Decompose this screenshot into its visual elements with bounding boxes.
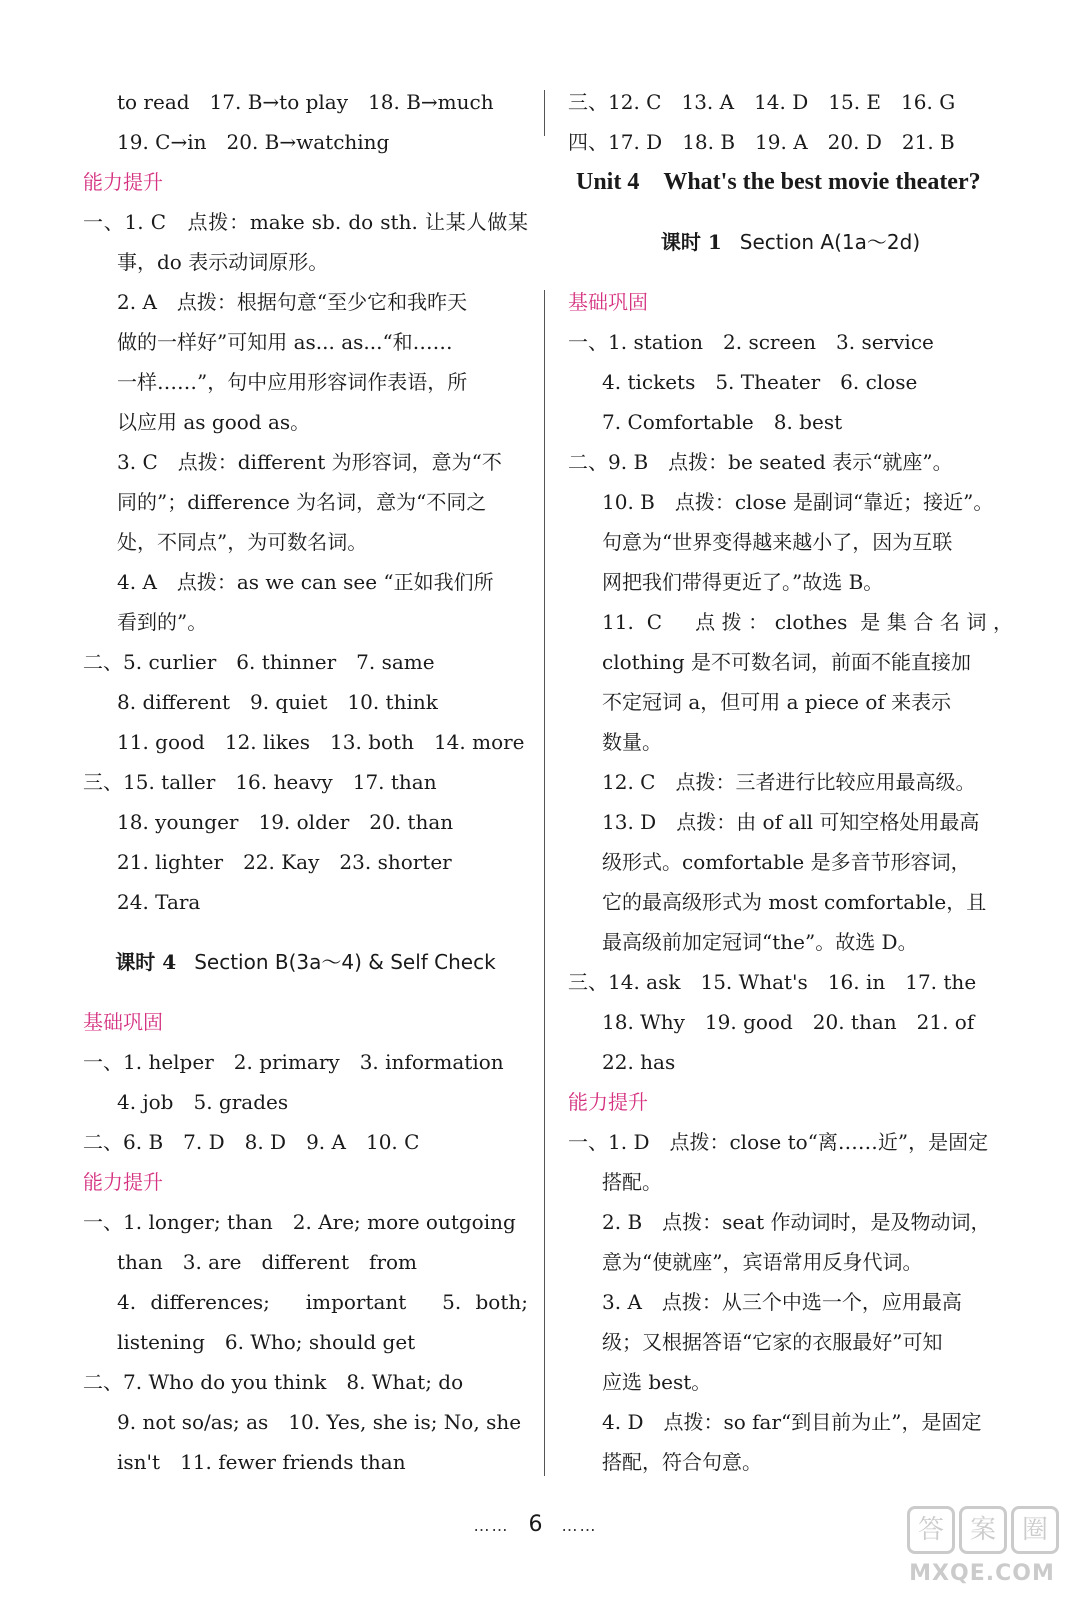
lesson-heading: [568, 202, 1013, 282]
section-heading: 能力提升: [83, 170, 163, 194]
answer-line: 11. C 点拨：clothes 是集合名词，: [602, 610, 1013, 634]
answer-line: 18. younger 19. older 20. than: [117, 810, 454, 834]
answer-line: 18. Why 19. good 20. than 21. of: [602, 1010, 975, 1034]
answer-line: 事，do 表示动词原形。: [117, 250, 329, 274]
lesson-section: Section B(3a～4) & Self Check: [194, 950, 496, 974]
answer-line: 4. D 点拨：so far“到目前为止”，是固定: [602, 1410, 982, 1434]
answer-line: isn't 11. fewer friends than: [117, 1450, 406, 1474]
answer-line: 不定冠词 a，但可用 a piece of 来表示: [602, 690, 952, 714]
answer-line: 搭配，符合句意。: [602, 1450, 762, 1474]
answer-line: 11. good 12. likes 13. both 14. more: [117, 730, 525, 754]
section-heading: 能力提升: [83, 1170, 163, 1194]
section-heading: 基础巩固: [568, 290, 648, 314]
answer-line: 4. tickets 5. Theater 6. close: [602, 370, 918, 394]
answer-line: 应选 best。: [602, 1370, 712, 1394]
answer-line: 4. job 5. grades: [117, 1090, 289, 1114]
answer-line: 同的”；difference 为名词，意为“不同之: [117, 490, 487, 514]
answer-line: 2. A 点拨：根据句意“至少它和我昨天: [117, 290, 468, 314]
answer-line: 一、1. helper 2. primary 3. information: [83, 1050, 504, 1074]
answer-line: than 3. are different from: [117, 1250, 418, 1274]
answer-line: 9. not so/as; as 10. Yes, she is; No, she: [117, 1410, 522, 1434]
unit-title: Unit 4 What's the best movie theater?: [576, 169, 981, 195]
column-divider-top: [544, 90, 545, 136]
right-column: [568, 82, 1013, 1482]
section-heading: 基础巩固: [83, 1010, 163, 1034]
answer-line: 24. Tara: [117, 890, 201, 914]
answer-line: 一样……”，句中应用形容词作表语，所: [117, 370, 468, 394]
answer-line: 网把我们带得更近了。”故选 B。: [602, 570, 884, 594]
answer-line: 处，不同点”，为可数名词。: [117, 530, 368, 554]
page-footer: …… 6 ……: [473, 1512, 598, 1537]
answer-line: 7. Comfortable 8. best: [602, 410, 843, 434]
watermark-logo: 答 案 圈 MXQE.COM: [907, 1506, 1057, 1586]
answer-line: 数量。: [602, 730, 662, 754]
answer-line: 二、7. Who do you think 8. What; do: [83, 1370, 464, 1394]
answer-line: 二、6. B 7. D 8. D 9. A 10. C: [83, 1130, 420, 1154]
answer-line: 二、5. curlier 6. thinner 7. same: [83, 650, 435, 674]
lesson-number: 课时 1: [660, 230, 722, 254]
answer-line: 做的一样好”可知用 as... as...“和……: [117, 330, 453, 354]
page-number: 6: [528, 1512, 543, 1537]
answer-line: 句意为“世界变得越来越小了，因为互联: [602, 530, 953, 554]
answer-line: 8. different 9. quiet 10. think: [117, 690, 438, 714]
answer-line: 4. A 点拨：as we can see “正如我们所: [117, 570, 494, 594]
lesson-number: 课时 4: [115, 950, 177, 974]
answer-line: 3. A 点拨：从三个中选一个，应用最高: [602, 1290, 962, 1314]
answer-line: 一、1. D 点拨：close to“离……近”，是固定: [568, 1130, 989, 1154]
lesson-section: Section A(1a～2d): [739, 230, 921, 254]
answer-line: 搭配。: [602, 1170, 662, 1194]
lesson-heading: [83, 922, 528, 1002]
left-column: [83, 82, 528, 1482]
answer-line: clothing 是不可数名词，前面不能直接加: [602, 650, 971, 674]
answer-line: 意为“使就座”，宾语常用反身代词。: [602, 1250, 923, 1274]
answer-line: 10. B 点拨：close 是副词“靠近；接近”。: [602, 490, 994, 514]
answer-line: 12. C 点拨：三者进行比较应用最高级。: [602, 770, 976, 794]
answer-line: 2. B 点拨：seat 作动词时，是及物动词，: [602, 1210, 991, 1234]
answer-line: 22. has: [602, 1050, 676, 1074]
section-heading: 能力提升: [568, 1090, 648, 1114]
answer-line: 二、9. B 点拨：be seated 表示“就座”。: [568, 450, 953, 474]
answer-line: 最高级前加定冠词“the”。故选 D。: [602, 930, 918, 954]
answer-line: 13. D 点拨：由 of all 可知空格处用最高: [602, 810, 980, 834]
answer-line: 19. C→in 20. B→watching: [117, 130, 390, 154]
answer-line: 一、1. station 2. screen 3. service: [568, 330, 934, 354]
answer-line: 以应用 as good as。: [117, 410, 311, 434]
answer-line: 4. differences; important 5. both;: [117, 1290, 528, 1314]
column-divider: [544, 290, 545, 1476]
answer-line: 它的最高级形式为 most comfortable，且: [602, 890, 987, 914]
answer-line: 一、1. longer; than 2. Are; more outgoing: [83, 1210, 516, 1234]
answer-line: 级；又根据答语“它家的衣服最好”可知: [602, 1330, 943, 1354]
answer-line: 三、12. C 13. A 14. D 15. E 16. G: [568, 90, 956, 114]
answer-line: 一、1. C 点拨：make sb. do sth. 让某人做某: [83, 210, 528, 234]
answer-line: 三、14. ask 15. What's 16. in 17. the: [568, 970, 977, 994]
answer-line: 级形式。comfortable 是多音节形容词，: [602, 850, 971, 874]
answer-line: 21. lighter 22. Kay 23. shorter: [117, 850, 452, 874]
answer-line: 看到的”。: [117, 610, 208, 634]
answer-line: 3. C 点拨：different 为形容词，意为“不: [117, 450, 502, 474]
answer-line: to read 17. B→to play 18. B→much: [117, 90, 494, 114]
answer-line: 四、17. D 18. B 19. A 20. D 21. B: [568, 130, 955, 154]
answer-line: 三、15. taller 16. heavy 17. than: [83, 770, 437, 794]
answer-line: listening 6. Who; should get: [117, 1330, 416, 1354]
